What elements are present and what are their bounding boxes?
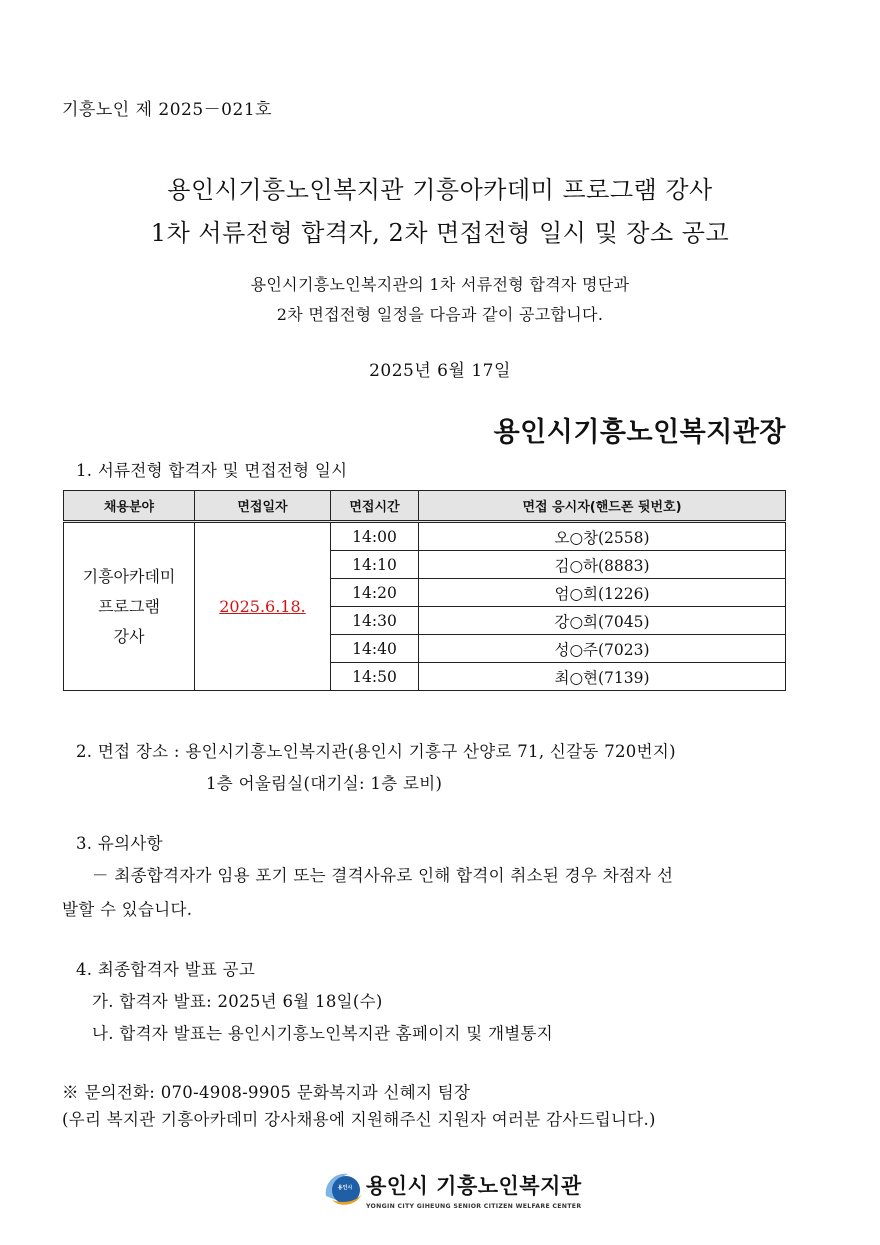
section-3-heading: 3. 유의사항 xyxy=(76,834,163,853)
section-4-item-a: 가. 합격자 발표: 2025년 6월 18일(수) xyxy=(92,992,383,1011)
intro-line-2: 2차 면접전형 일정을 다음과 같이 공고합니다. xyxy=(276,305,604,324)
intro-line-1: 용인시기흥노인복지관의 1차 서류전형 합격자 명단과 xyxy=(250,275,630,294)
time-cell: 14:00 xyxy=(331,522,419,551)
logo-subtitle: YONGIN CITY GIHEUNG SENIOR CITIZEN WELFARE CENTER xyxy=(366,1203,582,1210)
section-2-room: 1층 어울림실(대기실: 1층 로비) xyxy=(206,774,443,793)
section-4-item-b: 나. 합격자 발표는 용인시기흥노인복지관 홈페이지 및 개별통지 xyxy=(92,1024,554,1043)
title-line-1: 용인시기흥노인복지관 기흥아카데미 프로그램 강사 xyxy=(167,176,713,204)
notice-date: 2025년 6월 17일 xyxy=(369,361,511,381)
field-line-2: 프로그램 xyxy=(98,596,160,616)
section-3-note-line-1: － 최종합격자가 임용 포기 또는 결격사유로 인해 합격이 취소된 경우 차점자 선 xyxy=(92,866,674,885)
field-line-3: 강사 xyxy=(113,626,145,646)
applicant-cell: 최○현(7139) xyxy=(419,663,786,691)
time-cell: 14:40 xyxy=(331,635,419,663)
time-cell: 14:30 xyxy=(331,607,419,635)
time-cell: 14:50 xyxy=(331,663,419,691)
title-line-2: 1차 서류전형 합격자, 2차 면접전형 일시 및 장소 공고 xyxy=(150,219,730,247)
interview-date-value: 2025.6.18. xyxy=(219,597,306,616)
time-cell: 14:20 xyxy=(331,579,419,607)
logo-name: 용인시 기흥노인복지관 xyxy=(366,1174,582,1198)
applicant-cell: 오○창(2558) xyxy=(419,522,786,551)
section-1-heading: 1. 서류전형 합격자 및 면접전형 일시 xyxy=(76,461,348,480)
recruit-field-cell xyxy=(64,522,195,691)
applicant-cell: 강○희(7045) xyxy=(419,607,786,635)
applicant-cell: 김○하(8883) xyxy=(419,551,786,579)
table-row xyxy=(64,522,786,551)
header-interview-date: 면접일자 xyxy=(195,491,331,522)
section-3-note-line-2: 발할 수 있습니다. xyxy=(62,900,193,919)
field-line-1: 기흥아카데미 xyxy=(82,566,176,586)
applicant-cell: 성○주(7023) xyxy=(419,635,786,663)
header-applicant: 면접 응시자(핸드폰 뒷번호) xyxy=(419,491,786,522)
interview-schedule-table xyxy=(63,490,786,691)
issuer-name: 용인시기흥노인복지관장 xyxy=(493,417,786,448)
emblem-text: 용인시 xyxy=(337,1185,353,1191)
header-interview-time: 면접시간 xyxy=(331,491,419,522)
contact-phone: ※ 문의전화: 070-4908-9905 문화복지과 신혜지 팀장 xyxy=(62,1083,471,1102)
applicant-cell: 엄○희(1226) xyxy=(419,579,786,607)
table-header-row xyxy=(64,491,786,522)
thanks-note: (우리 복지관 기흥아카데미 강사채용에 지원해주신 지원자 여러분 감사드립니다.) xyxy=(62,1110,656,1129)
header-field: 채용분야 xyxy=(64,491,195,522)
document-number: 기흥노인 제 2025－021호 xyxy=(62,100,273,120)
section-2-location: 2. 면접 장소 : 용인시기흥노인복지관(용인시 기흥구 산양로 71, 신갈동 720번지) xyxy=(76,742,676,761)
section-4-heading: 4. 최종합격자 발표 공고 xyxy=(76,960,256,979)
time-cell: 14:10 xyxy=(331,551,419,579)
interview-date-cell xyxy=(195,522,331,691)
